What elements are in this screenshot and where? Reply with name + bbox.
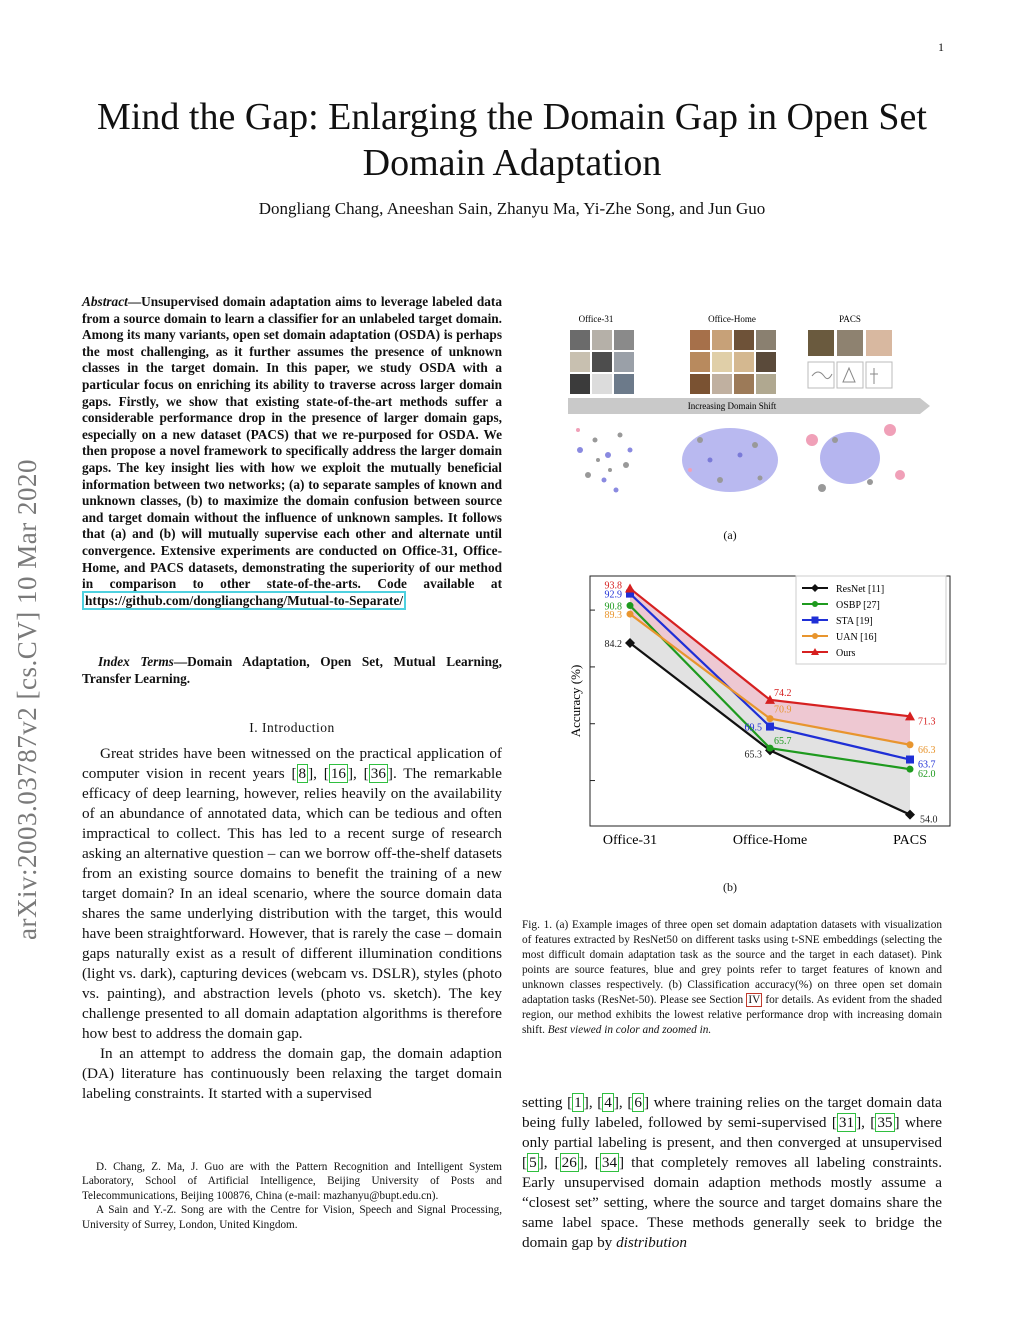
intro-paragraph-2: In an attempt to address the domain gap, the domain adaption (DA) literature has continuously been relaxing the target domain labeling constraints. It started with a supervised — [82, 1045, 502, 1102]
data-point — [625, 584, 635, 593]
data-point — [907, 766, 914, 773]
data-label: 65.7 — [774, 736, 792, 748]
data-point — [767, 715, 774, 722]
data-point — [907, 741, 914, 748]
intro-paragraph-1: Great strides have been witnessed on the practical application of computer vision in recent years [ 8 ], [ 16 ], [ 36 ]. The remarkable efficacy of deep learning, however, relies heavily on the availability of an abundance of annotated data, which can be tedious and often impractical to collect. This has led to a recent surge of research asking an alternative question – can we borrow off-the-shelf datasets from an existing source domains to benefit the training of a new target domain? In an ideal scenario, where the source domain data shares the same underlying distribution with the target, this would have been straightforward. However, that is rarely the case – domain gaps naturally exist as a result of different illumination conditions (light vs. dark), capturing devices (webcam vs. DSLR), styles (photo vs. painting), and abstraction levels (photo vs. sketch). The key challenge presented to all domain adaptation algorithms is therefore how best to address the domain gap. — [82, 745, 502, 1042]
data-label: 71.3 — [918, 716, 936, 728]
section-reference-link[interactable]: IV — [748, 994, 761, 1006]
citation-link[interactable]: 16 — [330, 765, 346, 782]
data-label: 65.3 — [744, 749, 762, 761]
index-terms-text: —Domain Adaptation, Open Set, Mutual Learning, Transfer Learning. — [82, 654, 502, 686]
citation-link[interactable]: 26 — [561, 1154, 577, 1171]
abstract-text: Unsupervised domain adaptation aims to leverage labeled data from a source domain to learn a classifier for an unlabeled target domain. Among its many variants, open set domain adaptation (OSDA) is perhaps the most challenging, as it further assumes the presence of unknown classes in the target domain. In this paper, we study OSDA with a particular focus on enriching its ability to traverse across larger domain gaps. Firstly, we show that existing state-of-the-art methods suffer a considerable performance drop in the presence of larger domain gaps, especially on a new dataset (PACS) that we re-purposed for OSDA. We then propose a novel framework to specifically address the larger domain gaps. The key insight lies with how we exploit the mutually beneficial information between two networks; (a) to separate samples of known and unknown classes, (b) to maximize the domain confusion between source and target domain without the influence of unknown samples. It follows that (a) and (b) will mutually supervise each other and alternate until convergence. Extensive experiments are conducted on Office-31, Office-Home, and PACS datasets, demonstrating the superiority of our method in comparison to other state-of-the-arts. Code available at — [82, 294, 502, 592]
section-heading: I. Introduction — [249, 720, 335, 735]
officehome-thumbnails — [690, 330, 776, 394]
dataset-label: Office-Home — [708, 314, 756, 324]
arrow-label: Increasing Domain Shift — [687, 401, 777, 411]
figure-caption: Fig. 1. (a) Example images of three open set domain adaptation datasets with visualization of features extracted by ResNet50 on different tasks using t-SNE embeddings (selecting the most difficult domain adaptation task as the source and the target in each dataset). Pink points are source features, blue and grey points refer to target features of known and unknown classes respectively. (b) Classification accuracy(%) on three open set domain adaptation tasks (ResNet-50). Please see Section IV for details. As evident from the shaded region, our method exhibits the lowest relative performance drop with increasing domain shift. Best viewed in color and zoomed in. — [522, 919, 942, 1036]
data-label: 66.3 — [918, 744, 936, 756]
dataset-label: Office-31 — [578, 314, 614, 324]
legend-label: ResNet [11] — [836, 584, 885, 595]
abstract — [82, 294, 502, 609]
legend-marker — [812, 601, 818, 607]
tsne-office31 — [576, 428, 633, 493]
x-tick-label: PACS — [893, 833, 927, 848]
x-tick-label: Office-Home — [732, 833, 808, 848]
data-point — [627, 611, 634, 618]
data-label: 62.0 — [918, 769, 936, 781]
code-link[interactable]: https://github.com/dongliangchang/Mutual-to-Separate/ — [82, 591, 406, 610]
data-label: 89.3 — [604, 610, 622, 622]
figure-a — [560, 310, 950, 520]
pacs-thumbnails — [808, 330, 892, 388]
paper-title: Mind the Gap: Enlarging the Domain Gap in Open Set Domain Adaptation — [97, 96, 927, 184]
abstract-label: Abstract — [82, 294, 128, 309]
citation-link[interactable]: 6 — [634, 1094, 642, 1111]
footnotes — [82, 1160, 502, 1232]
footnote-affiliation-1: D. Chang, Z. Ma, J. Guo are with the Pattern Recognition and Intelligent System Laboratory, School of Artificial Intelligence, Beijing University of Posts and Telecommunications, Beijing 100876, China (e-mail: mazhanyu@bupt.edu.cn). — [82, 1161, 502, 1202]
legend-label: OSBP [27] — [836, 600, 880, 611]
citation-link[interactable]: 5 — [529, 1154, 537, 1171]
arxiv-identifier: arXiv:2003.03787v2 [cs.CV] 10 Mar 2020 — [12, 459, 42, 940]
data-point — [766, 723, 774, 731]
citation-link[interactable]: 31 — [838, 1114, 855, 1131]
office31-thumbnails — [570, 330, 634, 394]
data-label: 93.8 — [604, 580, 622, 592]
legend-marker — [812, 633, 818, 639]
data-point — [627, 602, 634, 609]
tsne-pacs — [806, 424, 905, 492]
index-terms-label: Index Terms — [98, 654, 174, 669]
legend-label: Ours — [836, 648, 856, 659]
data-point — [906, 756, 914, 764]
introduction-text — [82, 744, 502, 1104]
accuracy-chart — [520, 570, 960, 860]
data-label: 69.5 — [744, 722, 762, 734]
citation-link[interactable]: 8 — [298, 765, 307, 782]
author-list: Dongliang Chang, Aneeshan Sain, Zhanyu Ma, Yi-Zhe Song, and Jun Guo — [258, 199, 766, 218]
legend-label: UAN [16] — [836, 632, 877, 643]
right-column-text: setting [ 1 ], [ 4 ], [ 6 ] where training relies on the target domain data being fully labeled, followed by semi-supervised [ 31 ], [ 35 ] where only partial labeling is present, and then converged at unsupervised [ 5 ], [ 26 ], [ 34 ] that completely removes all labeling constraints. Early unsupervised domain adaption methods mostly assume a “closest set” setting, where the source and target domains share the same label space. These methods generally seek to bridge the domain gap by distribution — [522, 1094, 942, 1251]
x-tick-label: Office-31 — [602, 833, 658, 848]
data-point — [767, 745, 774, 752]
data-label: 54.0 — [920, 814, 938, 826]
footnote-affiliation-2: A Sain and Y.-Z. Song are with the Centre for Vision, Speech and Signal Processing, University of Surrey, London, United Kingdom. — [82, 1204, 502, 1231]
figure-b-label: (b) — [723, 880, 737, 894]
data-label: 92.9 — [604, 589, 622, 601]
abstract-dash: — — [127, 294, 142, 309]
citation-link[interactable]: 35 — [877, 1114, 893, 1131]
citation-link[interactable]: 4 — [604, 1094, 612, 1111]
data-label: 90.8 — [604, 601, 622, 613]
data-label: 74.2 — [774, 687, 792, 699]
dataset-label: PACS — [839, 314, 861, 324]
figure-a-label: (a) — [723, 528, 737, 542]
index-terms — [82, 654, 502, 687]
legend-label: STA [19] — [836, 616, 873, 627]
tsne-officehome — [682, 428, 778, 492]
page-number: 1 — [938, 40, 944, 54]
citation-link[interactable]: 36 — [370, 765, 386, 782]
y-axis-label: Accuracy (%) — [568, 664, 583, 738]
citation-link[interactable]: 34 — [601, 1154, 618, 1171]
data-label: 84.2 — [604, 639, 622, 651]
citation-link[interactable]: 1 — [574, 1094, 582, 1111]
data-label: 63.7 — [918, 759, 936, 771]
legend-marker — [812, 617, 819, 624]
data-label: 70.9 — [774, 704, 792, 716]
